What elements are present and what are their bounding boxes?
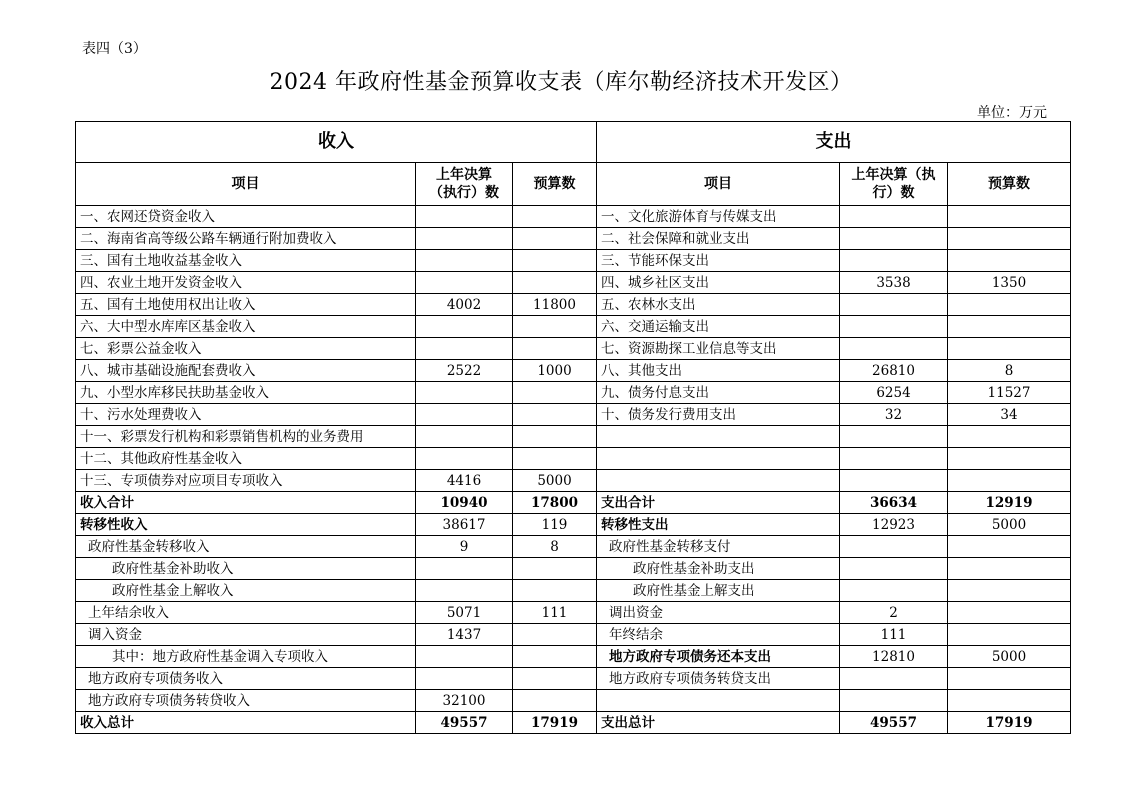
table-row — [76, 536, 1071, 558]
right-prev-final-cell: 2 — [840, 602, 948, 624]
right-budget-cell — [948, 470, 1071, 492]
left-prev-final-cell: 32100 — [416, 690, 513, 712]
table-row — [76, 338, 1071, 360]
right-budget-cell — [948, 316, 1071, 338]
budget-table — [75, 121, 1071, 734]
right-prev-final-cell: 32 — [840, 404, 948, 426]
table-row — [76, 294, 1071, 316]
left-item-cell: 六、大中型水库库区基金收入 — [76, 316, 416, 338]
left-item-cell: 地方政府专项债务转贷收入 — [76, 690, 416, 712]
left-budget-cell: 5000 — [513, 470, 597, 492]
left-item-cell: 上年结余收入 — [76, 602, 416, 624]
left-budget-cell — [513, 448, 597, 470]
table-row — [76, 404, 1071, 426]
table-row — [76, 492, 1071, 514]
right-item-cell — [597, 448, 840, 470]
right-budget-cell — [948, 668, 1071, 690]
left-prev-final-cell — [416, 382, 513, 404]
left-budget-cell — [513, 580, 597, 602]
right-budget-cell: 12919 — [948, 492, 1071, 514]
left-prev-final-cell — [416, 316, 513, 338]
right-budget-cell — [948, 338, 1071, 360]
left-item-cell: 收入合计 — [76, 492, 416, 514]
left-budget-cell — [513, 228, 597, 250]
left-prev-final-cell: 5071 — [416, 602, 513, 624]
income-prev-final-line2: （执行）数 — [429, 185, 499, 201]
right-item-cell: 二、社会保障和就业支出 — [597, 228, 840, 250]
right-budget-cell — [948, 624, 1071, 646]
table-row — [76, 250, 1071, 272]
income-item-header: 项目 — [76, 163, 416, 206]
left-budget-cell — [513, 624, 597, 646]
right-prev-final-cell: 12810 — [840, 646, 948, 668]
right-item-cell: 地方政府专项债务转贷支出 — [597, 668, 840, 690]
left-prev-final-cell — [416, 580, 513, 602]
left-budget-cell — [513, 250, 597, 272]
left-budget-cell: 11800 — [513, 294, 597, 316]
right-prev-final-cell — [840, 426, 948, 448]
table-row — [76, 382, 1071, 404]
right-budget-cell: 34 — [948, 404, 1071, 426]
table-row — [76, 558, 1071, 580]
left-prev-final-cell — [416, 426, 513, 448]
income-prev-final-header — [416, 163, 513, 206]
right-budget-cell: 17919 — [948, 712, 1071, 734]
left-item-cell: 三、国有土地收益基金收入 — [76, 250, 416, 272]
right-prev-final-cell: 3538 — [840, 272, 948, 294]
left-item-cell: 其中：地方政府性基金调入专项收入 — [76, 646, 416, 668]
table-row — [76, 470, 1071, 492]
right-item-cell — [597, 426, 840, 448]
left-prev-final-cell: 49557 — [416, 712, 513, 734]
left-budget-cell — [513, 382, 597, 404]
right-prev-final-cell — [840, 206, 948, 228]
left-budget-cell: 8 — [513, 536, 597, 558]
right-item-cell: 五、农林水支出 — [597, 294, 840, 316]
expense-section-header: 支出 — [597, 122, 1071, 163]
right-item-cell: 地方政府专项债务还本支出 — [597, 646, 840, 668]
left-budget-cell — [513, 404, 597, 426]
right-budget-cell — [948, 602, 1071, 624]
right-item-cell: 四、城乡社区支出 — [597, 272, 840, 294]
right-prev-final-cell — [840, 228, 948, 250]
right-prev-final-cell: 36634 — [840, 492, 948, 514]
table-row — [76, 228, 1071, 250]
left-item-cell: 二、海南省高等级公路车辆通行附加费收入 — [76, 228, 416, 250]
table-row — [76, 514, 1071, 536]
expense-prev-final-line2: 行）数 — [872, 185, 915, 201]
left-prev-final-cell — [416, 206, 513, 228]
left-item-cell: 十三、专项债券对应项目专项收入 — [76, 470, 416, 492]
left-item-cell: 转移性收入 — [76, 514, 416, 536]
right-item-cell: 政府性基金补助支出 — [597, 558, 840, 580]
table-row — [76, 426, 1071, 448]
left-prev-final-cell — [416, 668, 513, 690]
left-item-cell: 政府性基金上解收入 — [76, 580, 416, 602]
right-item-cell: 七、资源勘探工业信息等支出 — [597, 338, 840, 360]
right-prev-final-cell — [840, 558, 948, 580]
left-item-cell: 地方政府专项债务收入 — [76, 668, 416, 690]
left-prev-final-cell: 9 — [416, 536, 513, 558]
right-item-cell: 九、债务付息支出 — [597, 382, 840, 404]
right-prev-final-cell: 111 — [840, 624, 948, 646]
left-item-cell: 十二、其他政府性基金收入 — [76, 448, 416, 470]
left-prev-final-cell: 10940 — [416, 492, 513, 514]
table-row — [76, 580, 1071, 602]
left-item-cell: 政府性基金转移收入 — [76, 536, 416, 558]
table-row — [76, 624, 1071, 646]
left-budget-cell — [513, 558, 597, 580]
left-prev-final-cell: 4416 — [416, 470, 513, 492]
table-row — [76, 668, 1071, 690]
right-item-cell: 六、交通运输支出 — [597, 316, 840, 338]
table-row — [76, 360, 1071, 382]
right-budget-cell: 1350 — [948, 272, 1071, 294]
right-budget-cell — [948, 426, 1071, 448]
left-item-cell: 五、国有土地使用权出让收入 — [76, 294, 416, 316]
right-budget-cell: 11527 — [948, 382, 1071, 404]
left-budget-cell: 17800 — [513, 492, 597, 514]
right-item-cell: 支出合计 — [597, 492, 840, 514]
left-budget-cell — [513, 272, 597, 294]
right-budget-cell: 8 — [948, 360, 1071, 382]
left-budget-cell — [513, 646, 597, 668]
right-prev-final-cell — [840, 448, 948, 470]
unit-label: 单位：万元 — [977, 105, 1047, 121]
right-item-cell — [597, 690, 840, 712]
left-budget-cell — [513, 690, 597, 712]
income-section-header: 收入 — [76, 122, 597, 163]
table-number: 表四（3） — [82, 41, 147, 57]
right-prev-final-cell — [840, 316, 948, 338]
left-prev-final-cell: 4002 — [416, 294, 513, 316]
right-item-cell: 八、其他支出 — [597, 360, 840, 382]
right-prev-final-cell — [840, 338, 948, 360]
right-budget-cell: 5000 — [948, 514, 1071, 536]
right-prev-final-cell — [840, 690, 948, 712]
right-prev-final-cell — [840, 536, 948, 558]
left-budget-cell — [513, 206, 597, 228]
right-budget-cell — [948, 536, 1071, 558]
right-prev-final-cell — [840, 470, 948, 492]
right-prev-final-cell — [840, 250, 948, 272]
right-prev-final-cell — [840, 294, 948, 316]
right-item-cell: 政府性基金转移支付 — [597, 536, 840, 558]
right-budget-cell — [948, 228, 1071, 250]
table-row — [76, 690, 1071, 712]
left-prev-final-cell — [416, 250, 513, 272]
right-item-cell — [597, 470, 840, 492]
left-item-cell: 调入资金 — [76, 624, 416, 646]
left-budget-cell: 119 — [513, 514, 597, 536]
right-item-cell: 政府性基金上解支出 — [597, 580, 840, 602]
left-budget-cell: 111 — [513, 602, 597, 624]
left-budget-cell: 17919 — [513, 712, 597, 734]
table-row — [76, 448, 1071, 470]
expense-prev-final-line1: 上年决算（执 — [851, 167, 936, 183]
left-budget-cell: 1000 — [513, 360, 597, 382]
right-prev-final-cell: 49557 — [840, 712, 948, 734]
left-prev-final-cell — [416, 228, 513, 250]
left-prev-final-cell — [416, 338, 513, 360]
expense-prev-final-header — [840, 163, 948, 206]
left-prev-final-cell — [416, 448, 513, 470]
right-prev-final-cell: 6254 — [840, 382, 948, 404]
right-item-cell: 调出资金 — [597, 602, 840, 624]
right-budget-cell — [948, 580, 1071, 602]
right-item-cell: 十、债务发行费用支出 — [597, 404, 840, 426]
right-budget-cell: 5000 — [948, 646, 1071, 668]
income-prev-final-line1: 上年决算 — [436, 167, 492, 183]
right-prev-final-cell: 26810 — [840, 360, 948, 382]
right-item-cell: 三、节能环保支出 — [597, 250, 840, 272]
table-row — [76, 602, 1071, 624]
table-row — [76, 646, 1071, 668]
right-budget-cell — [948, 294, 1071, 316]
left-item-cell: 四、农业土地开发资金收入 — [76, 272, 416, 294]
left-item-cell: 七、彩票公益金收入 — [76, 338, 416, 360]
left-item-cell: 十一、彩票发行机构和彩票销售机构的业务费用 — [76, 426, 416, 448]
right-budget-cell — [948, 250, 1071, 272]
income-budget-header: 预算数 — [513, 163, 597, 206]
table-row — [76, 316, 1071, 338]
table-row — [76, 272, 1071, 294]
expense-budget-header: 预算数 — [948, 163, 1071, 206]
left-item-cell: 一、农网还贷资金收入 — [76, 206, 416, 228]
left-prev-final-cell — [416, 272, 513, 294]
left-budget-cell — [513, 316, 597, 338]
left-budget-cell — [513, 668, 597, 690]
right-budget-cell — [948, 206, 1071, 228]
right-item-cell: 年终结余 — [597, 624, 840, 646]
right-item-cell: 支出总计 — [597, 712, 840, 734]
left-item-cell: 十、污水处理费收入 — [76, 404, 416, 426]
left-item-cell: 八、城市基础设施配套费收入 — [76, 360, 416, 382]
left-prev-final-cell — [416, 404, 513, 426]
left-prev-final-cell: 1437 — [416, 624, 513, 646]
page-title: 2024 年政府性基金预算收支表（库尔勒经济技术开发区） — [269, 70, 853, 95]
right-prev-final-cell: 12923 — [840, 514, 948, 536]
left-prev-final-cell — [416, 646, 513, 668]
left-item-cell: 收入总计 — [76, 712, 416, 734]
table-row — [76, 712, 1071, 734]
left-budget-cell — [513, 338, 597, 360]
left-budget-cell — [513, 426, 597, 448]
left-prev-final-cell: 2522 — [416, 360, 513, 382]
right-prev-final-cell — [840, 668, 948, 690]
right-budget-cell — [948, 690, 1071, 712]
table-row — [76, 206, 1071, 228]
right-budget-cell — [948, 448, 1071, 470]
right-item-cell: 转移性支出 — [597, 514, 840, 536]
right-prev-final-cell — [840, 580, 948, 602]
right-budget-cell — [948, 558, 1071, 580]
expense-item-header: 项目 — [597, 163, 840, 206]
right-item-cell: 一、文化旅游体育与传媒支出 — [597, 206, 840, 228]
left-item-cell: 政府性基金补助收入 — [76, 558, 416, 580]
left-prev-final-cell: 38617 — [416, 514, 513, 536]
left-item-cell: 九、小型水库移民扶助基金收入 — [76, 382, 416, 404]
left-prev-final-cell — [416, 558, 513, 580]
